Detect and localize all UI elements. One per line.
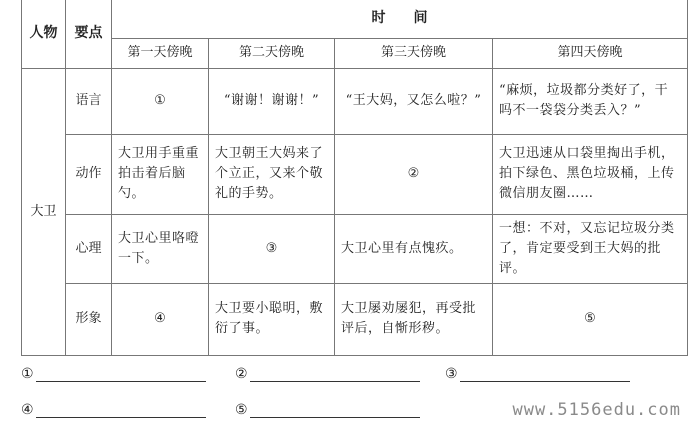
- blank-cell-1: ①: [112, 68, 209, 134]
- blank-cell-4: ④: [112, 283, 209, 355]
- table-cell: 大卫心里有点愧疚。: [335, 214, 493, 283]
- blank-number: ②: [235, 366, 248, 382]
- table-row-language: [22, 68, 688, 134]
- point-language: 语言: [66, 68, 112, 134]
- blank-number: ④: [21, 402, 34, 418]
- header-day-4: 第四天傍晚: [493, 38, 688, 68]
- blank-line[interactable]: [36, 367, 206, 382]
- point-action: 动作: [66, 134, 112, 214]
- table-cell: “谢谢！谢谢！”: [209, 68, 335, 134]
- table-cell: “麻烦，垃圾都分类好了，干吗不一袋袋分类丢入？”: [493, 68, 688, 134]
- header-point: 要点: [66, 0, 112, 68]
- blank-number: ①: [21, 366, 34, 382]
- character-analysis-table: [21, 0, 688, 356]
- answer-blank-4[interactable]: [21, 402, 206, 418]
- header-day-3: 第三天傍晚: [335, 38, 493, 68]
- header-day-2: 第二天傍晚: [209, 38, 335, 68]
- table-cell: 大卫朝王大妈来了个立正，又来个敬礼的手势。: [209, 134, 335, 214]
- blank-number: ③: [445, 366, 458, 382]
- table-cell: “王大妈，又怎么啦？”: [335, 68, 493, 134]
- blank-line[interactable]: [250, 403, 420, 418]
- header-time: 时 间: [112, 0, 688, 38]
- blank-line[interactable]: [250, 367, 420, 382]
- table-cell: 大卫用手重重拍击着后脑勺。: [112, 134, 209, 214]
- site-watermark: www.5156edu.com: [512, 400, 681, 420]
- table-cell: 大卫屡劝屡犯，再受批评后，自惭形秽。: [335, 283, 493, 355]
- answer-blank-3[interactable]: [445, 366, 630, 382]
- table-cell: 大卫心里咯噔一下。: [112, 214, 209, 283]
- point-image: 形象: [66, 283, 112, 355]
- table-cell: 一想：不对，又忘记垃圾分类了，肯定要受到王大妈的批评。: [493, 214, 688, 283]
- blank-cell-2: ②: [335, 134, 493, 214]
- header-day-1: 第一天傍晚: [112, 38, 209, 68]
- answer-blank-1[interactable]: [21, 366, 206, 382]
- answer-blank-2[interactable]: [235, 366, 420, 382]
- blank-cell-3: ③: [209, 214, 335, 283]
- blank-line[interactable]: [36, 403, 206, 418]
- blank-line[interactable]: [460, 367, 630, 382]
- table-row-psychology: [22, 214, 688, 283]
- answer-blank-5[interactable]: [235, 402, 420, 418]
- table-row-action: [22, 134, 688, 214]
- blank-number: ⑤: [235, 402, 248, 418]
- table-cell: 大卫要小聪明，敷衍了事。: [209, 283, 335, 355]
- blank-cell-5: ⑤: [493, 283, 688, 355]
- table-row-image: [22, 283, 688, 355]
- table-cell: 大卫迅速从口袋里掏出手机，拍下绿色、黑色垃圾桶，上传微信朋友圈……: [493, 134, 688, 214]
- person-name-cell: 大卫: [22, 68, 66, 355]
- header-person: 人物: [22, 0, 66, 68]
- point-psychology: 心理: [66, 214, 112, 283]
